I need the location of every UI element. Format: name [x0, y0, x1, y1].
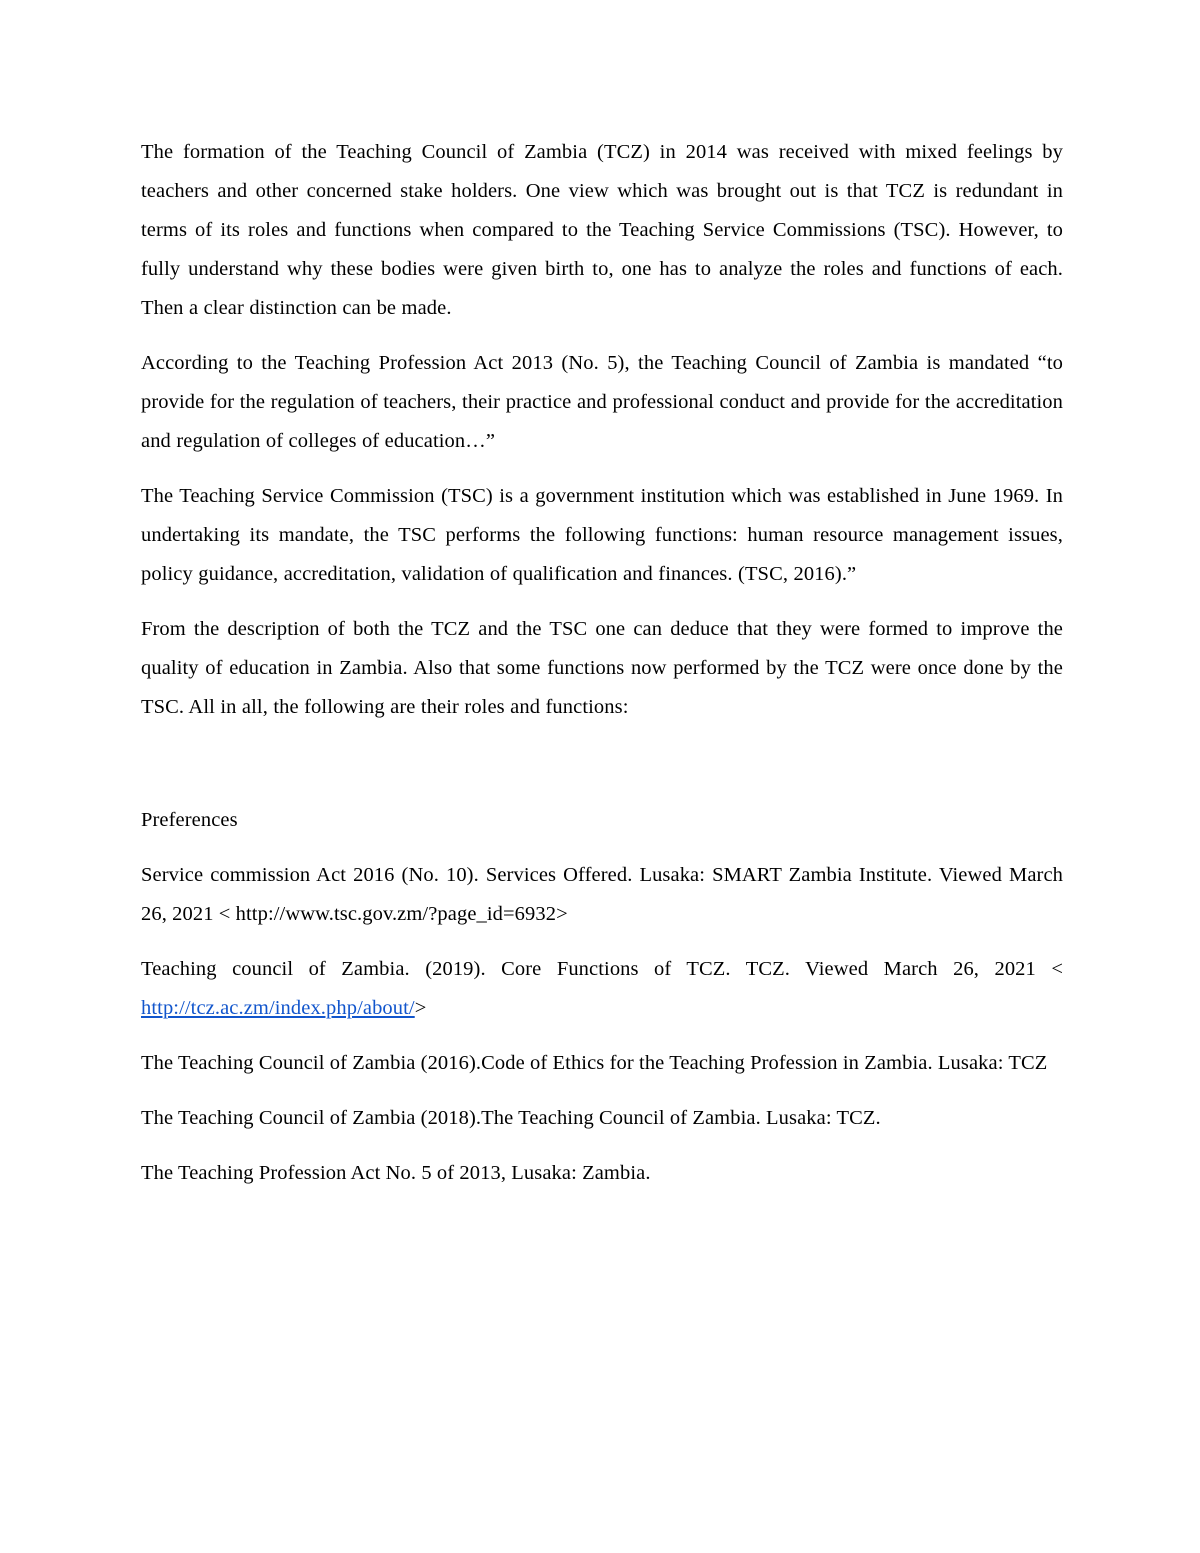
paragraph-tcz-formation: The formation of the Teaching Council of Zambia (TCZ) in 2014 was received with mixed feelings by teachers and other concerned stake holders. One view which was brought out is that TCZ is redundant in terms of its roles and functions when compared to the Teaching Service Commissions (TSC). However, to fully understand why these bodies were given birth to, one has to analyze the roles and functions of each. Then a clear distinction can be made.	[141, 141, 1063, 319]
document-body	[141, 133, 1063, 1209]
paragraph-teaching-service-commission: The Teaching Service Commission (TSC) is a government institution which was established in June 1969. In undertaking its mandate, the TSC performs the following functions: human resource management issues, policy guidance, accreditation, validation of qualification and finances. (TSC, 2016).”	[141, 485, 1063, 585]
reference-text-before-link: Teaching council of Zambia. (2019). Core Functions of TCZ. TCZ. Viewed March 26, 2021 <	[141, 958, 1063, 980]
references-heading: Preferences	[141, 809, 238, 831]
section-spacer	[141, 743, 1063, 801]
reference-item-teaching-council-2018: The Teaching Council of Zambia (2018).The Teaching Council of Zambia. Lusaka: TCZ.	[141, 1107, 881, 1129]
reference-item-service-commission-act: Service commission Act 2016 (No. 10). Services Offered. Lusaka: SMART Zambia Institute. Viewed March 26, 2021 < http://www.tsc.gov.zm/?page_id=6932>	[141, 864, 1063, 925]
reference-item-teaching-profession-act-2013: The Teaching Profession Act No. 5 of 2013, Lusaka: Zambia.	[141, 1162, 651, 1184]
paragraph-description-deduction: From the description of both the TCZ and the TSC one can deduce that they were formed to improve the quality of education in Zambia. Also that some functions now performed by the TCZ were once done by the TSC. All in all, the following are their roles and functions:	[141, 618, 1063, 718]
paragraph-teaching-profession-act: According to the Teaching Profession Act 2013 (No. 5), the Teaching Council of Zambia is mandated “to provide for the regulation of teachers, their practice and professional conduct and provide for the accreditation and regulation of colleges of education…”	[141, 352, 1063, 452]
reference-item-code-of-ethics-2016: The Teaching Council of Zambia (2016).Code of Ethics for the Teaching Profession in Zambia. Lusaka: TCZ	[141, 1052, 1048, 1074]
reference-item-teaching-council-2019	[141, 950, 1063, 1028]
reference-text-after-link: >	[414, 997, 427, 1019]
tcz-about-link[interactable]: http://tcz.ac.zm/index.php/about/	[141, 997, 415, 1019]
